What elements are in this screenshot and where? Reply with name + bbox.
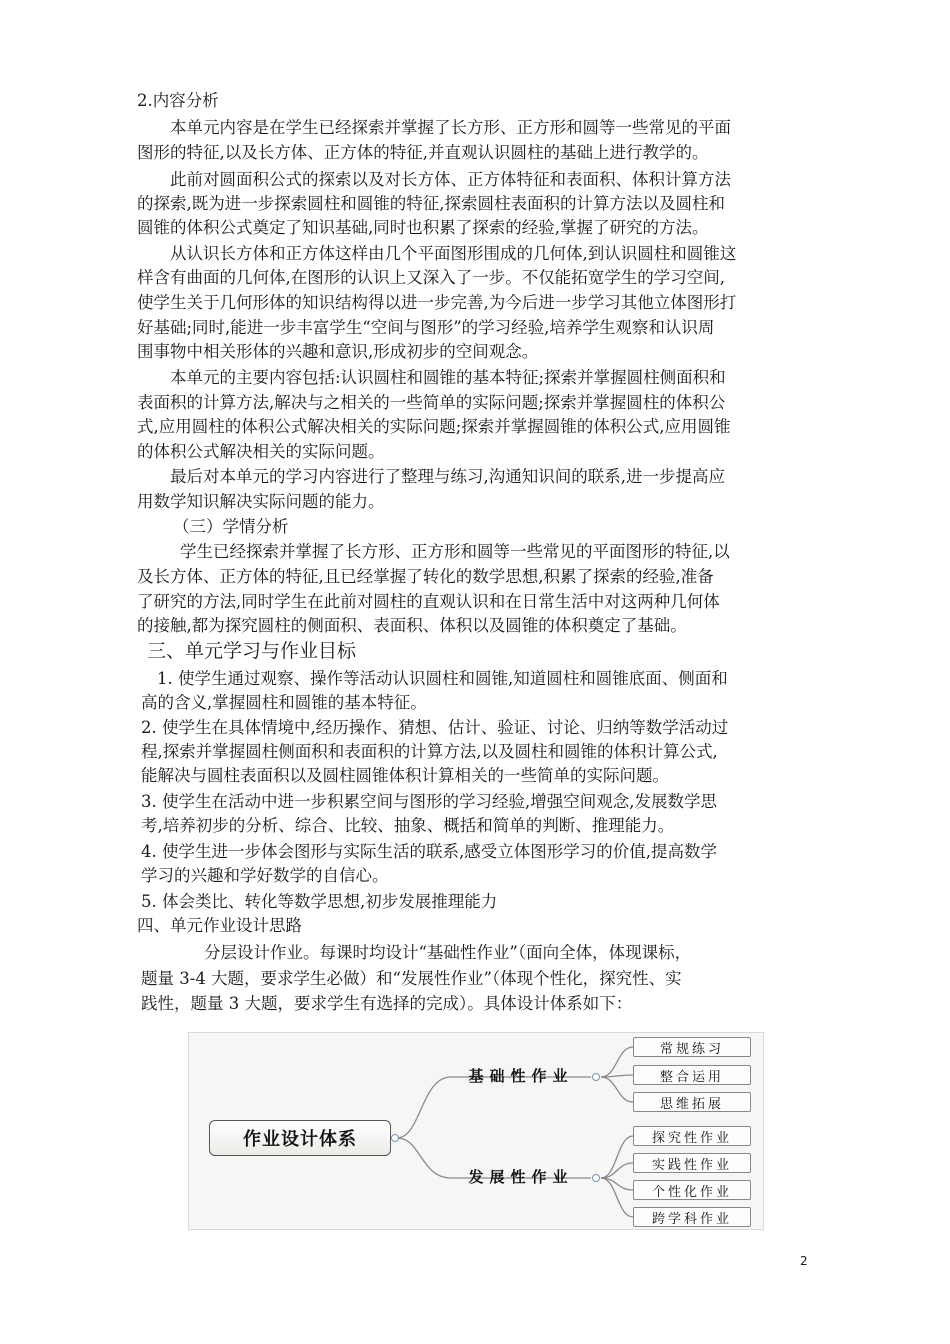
leaf-node: 整合运用 xyxy=(633,1065,751,1085)
goal-line: 考,培养初步的分析、综合、比较、抽象、概括和简单的判断、推理能力。 xyxy=(141,816,675,835)
leaf-node: 常规练习 xyxy=(633,1037,751,1057)
paragraph-line: 及长方体、正方体的特征,且已经掌握了转化的数学思想,积累了探索的经验,准备 xyxy=(137,567,714,586)
paragraph-line: 圆锥的体积公式奠定了知识基础,同时也积累了探索的经验,掌握了研究的方法。 xyxy=(137,218,709,237)
leaf-node: 探究性作业 xyxy=(633,1126,751,1146)
goal-line: 5. 体会类比、转化等数学思想,初步发展推理能力 xyxy=(141,892,498,911)
connector-root-to-basic xyxy=(397,1077,451,1138)
leaf-node: 实践性作业 xyxy=(633,1153,751,1173)
paragraph-line: 使学生关于几何形体的知识结构得以进一步完善,为今后进一步学习其他立体图形打 xyxy=(137,293,737,312)
goal-line: 4. 使学生进一步体会图形与实际生活的联系,感受立体图形学习的价值,提高数学 xyxy=(141,842,717,861)
mindmap-root: 作业设计体系 xyxy=(209,1120,391,1156)
section-heading-design-approach: 四、单元作业设计思路 xyxy=(137,916,302,935)
branch-basic-homework: 基础性作业 xyxy=(468,1066,574,1085)
goal-line: 2. 使学生在具体情境中,经历操作、猜想、估计、验证、讨论、归纳等数学活动过 xyxy=(141,718,729,737)
paragraph-line: 题量 3-4 大题，要求学生必做）和“发展性作业”（体现个性化，探究性、实 xyxy=(141,969,682,988)
paragraph-line: 样含有曲面的几何体,在图形的认识上又深入了一步。不仅能拓宽学生的学习空间, xyxy=(137,268,725,287)
leaf-node: 个性化作业 xyxy=(633,1180,751,1200)
leaf-node: 跨学科作业 xyxy=(633,1207,751,1227)
paragraph-line: 本单元内容是在学生已经探索并掌握了长方形、正方形和圆等一些常见的平面 xyxy=(170,118,731,137)
homework-system-mindmap xyxy=(188,1032,764,1230)
branch-development-homework: 发展性作业 xyxy=(468,1167,574,1186)
page-number: 2 xyxy=(800,1254,808,1268)
paragraph-line: 此前对圆面积公式的探索以及对长方体、正方体特征和表面积、体积计算方法 xyxy=(170,170,731,189)
section-heading-goals: 三、单元学习与作业目标 xyxy=(147,640,357,662)
section-heading-content-analysis: 2.内容分析 xyxy=(137,91,219,110)
paragraph-line: 分层设计作业。每课时均设计“基础性作业”（面向全体，体现课标， xyxy=(204,943,692,962)
paragraph-line: 表面积的计算方法,解决与之相关的一些简单的实际问题;探索并掌握圆柱的体积公 xyxy=(137,393,726,412)
goal-line: 3. 使学生在活动中进一步积累空间与图形的学习经验,增强空间观念,发展数学思 xyxy=(141,792,717,811)
goal-line: 能解决与圆柱表面积以及圆柱圆锥体积计算相关的一些简单的实际问题。 xyxy=(141,766,669,785)
paragraph-line: 践性，题量 3 大题，要求学生有选择的完成）。具体设计体系如下： xyxy=(141,994,633,1013)
paragraph-line: 好基础;同时,能进一步丰富学生“空间与图形”的学习经验,培养学生观察和认识周 xyxy=(137,318,715,337)
paragraph-line: 图形的特征,以及长方体、正方体的特征,并直观认识圆柱的基础上进行教学的。 xyxy=(137,143,709,162)
paragraph-line: 最后对本单元的学习内容进行了整理与练习,沟通知识间的联系,进一步提高应 xyxy=(170,467,725,486)
paragraph-line: 的体积公式解决相关的实际问题。 xyxy=(137,442,385,461)
goal-line: 程,探索并掌握圆柱侧面积和表面积的计算方法,以及圆柱和圆锥的体积计算公式, xyxy=(141,742,718,761)
paragraph-line: 了研究的方法,同时学生在此前对圆柱的直观认识和在日常生活中对这两种几何体 xyxy=(137,592,720,611)
paragraph-line: 式,应用圆柱的体积公式解决相关的实际问题;探索并掌握圆锥的体积公式,应用圆锥 xyxy=(137,417,731,436)
paragraph-line: 学生已经探索并掌握了长方形、正方形和圆等一些常见的平面图形的特征,以 xyxy=(180,542,730,561)
paragraph-line: 本单元的主要内容包括:认识圆柱和圆锥的基本特征;探索并掌握圆柱侧面积和 xyxy=(170,368,726,387)
paragraph-line: 的接触,都为探究圆柱的侧面积、表面积、体积以及圆锥的体积奠定了基础。 xyxy=(137,616,687,635)
goal-line: 高的含义,掌握圆柱和圆锥的基本特征。 xyxy=(141,693,427,712)
paragraph-line: 从认识长方体和正方体这样由几个平面图形围成的几何体,到认识圆柱和圆锥这 xyxy=(170,244,737,263)
connector-dev-leaf-1 xyxy=(601,1136,633,1178)
paragraph-line: 围事物中相关形体的兴趣和意识,形成初步的空间观念。 xyxy=(137,342,539,361)
connector-basic-leaf-3 xyxy=(601,1077,633,1102)
goal-line: 1. 使学生通过观察、操作等活动认识圆柱和圆锥,知道圆柱和圆锥底面、侧面和 xyxy=(157,669,728,688)
connector-root-to-development xyxy=(397,1138,451,1178)
root-expand-dot xyxy=(392,1135,399,1142)
goal-line: 学习的兴趣和学好数学的自信心。 xyxy=(141,866,389,885)
connector-basic-leaf-1 xyxy=(601,1047,633,1077)
subsection-heading-learner-analysis: （三）学情分析 xyxy=(173,517,289,536)
paragraph-line: 的探索,既为进一步探索圆柱和圆锥的特征,探索圆柱表面积的计算方法以及圆柱和 xyxy=(137,194,725,213)
leaf-node: 思维拓展 xyxy=(633,1092,751,1112)
paragraph-line: 用数学知识解决实际问题的能力。 xyxy=(137,492,385,511)
